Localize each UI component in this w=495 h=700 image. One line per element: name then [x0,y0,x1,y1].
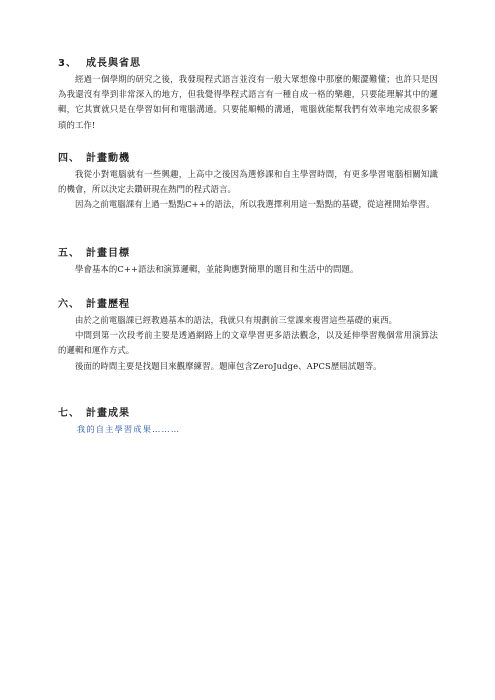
paragraph: 中間到第一次段考前主要是透過網路上的文章學習更多語法觀念，以及延伸學習幾個常用演算法的邏輯和運作方式。 [58,330,438,356]
section-title: 計畫歷程 [86,299,130,310]
paragraph: 由於之前電腦課已經教過基本的語法，我就只有規劃前三堂課來複習這些基礎的東西。 [75,315,398,325]
section-results [58,407,438,436]
section-heading [58,298,438,312]
section-title: 計畫目標 [86,248,130,259]
section-heading [58,407,438,421]
section-number: 3、 [58,58,77,69]
section-heading [58,152,438,166]
paragraph: 後面的時間主要是找題目來觀摩練習。題庫包含ZeroJudge、APCS歷屆試題等。 [75,360,382,371]
section-number: 四、 [58,153,80,164]
section-title: 計畫成果 [86,408,130,419]
paragraph: 經過一個學期的研究之後，我發現程式語言並沒有一般大眾想像中那麼的艱澀難懂；也許只是因為我還沒有學到非常深入的地方，但我覺得學程式語言有一種自成一格的樂趣，只要能理解其中的邏輯，它其實就只是在學習如何和電腦溝通。只要能順暢的溝通，電腦就能幫我們有效率地完成很多繁瑣的工作! [58,74,438,130]
section-title: 成長與省思 [86,58,141,69]
section-reflection [58,57,438,133]
section-goal [58,247,438,277]
section-number: 七、 [58,408,80,419]
section-number: 六、 [58,299,80,310]
paragraph: 我從小對電腦就有一些興趣，上高中之後因為選修課和自主學習時間，有更多學習電腦相關知識的機會，所以決定去鑽研現在熱門的程式語言。 [58,169,438,195]
section-heading [58,57,438,71]
section-number: 五、 [58,248,80,259]
paragraph: 因為之前電腦課有上過一點點C++的語法，所以我選擇利用這一點點的基礎，從這裡開始學習。 [75,199,435,210]
section-heading [58,247,438,261]
section-process [58,298,438,374]
section-motivation [58,152,438,213]
results-link[interactable]: 我的自主學習成果……… [77,424,181,434]
section-title: 計畫動機 [86,153,130,164]
paragraph: 學會基本的C++語法和演算邏輯，並能夠應對簡單的題目和生活中的問題。 [75,264,359,274]
